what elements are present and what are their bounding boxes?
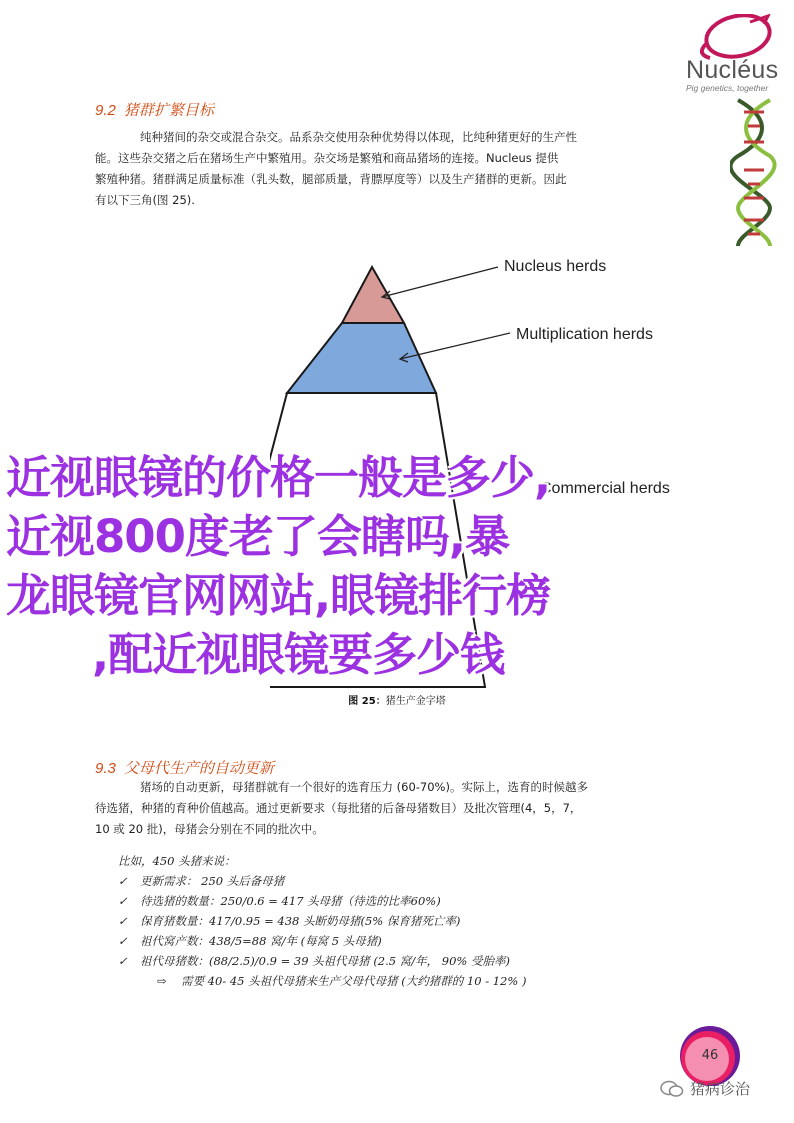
section-title: 父母代生产的自动更新 — [123, 760, 274, 777]
figure-caption — [0, 692, 794, 707]
overlay-line: ,配近视眼镜要多少钱 — [92, 628, 505, 681]
paragraph-line: 纯种猪间的杂交或混合杂交。品系杂交使用杂种优势得以体现，比纯种猪更好的生产性 — [140, 130, 577, 144]
overlay-line: 龙眼镜官网网站,眼镜排行榜 — [6, 569, 551, 622]
logo-name: Nucléus — [686, 56, 779, 84]
overlay-line: 近视眼镜的价格一般是多少, — [6, 451, 551, 504]
check-icon: ✓ — [118, 874, 128, 888]
page-number: 46 — [701, 1048, 719, 1063]
list-item-text: 保育猪数量：417/0.95 = 438 头断奶母猪(5% 保育猪死亡率) — [140, 914, 461, 928]
logo-tagline: Pig genetics, together — [686, 83, 769, 93]
pyramid-tier-multiplication — [287, 323, 436, 393]
label-commercial-herds: Commercial herds — [540, 480, 670, 497]
list-item-text: 祖代窝产数：438/5=88 窝/年 (每窝 5 头母猪) — [140, 934, 382, 948]
check-icon: ✓ — [118, 914, 128, 928]
label-multiplication-herds: Multiplication herds — [516, 326, 653, 343]
list-subitem — [157, 973, 526, 989]
paragraph-line: 能。这些杂交猪之后在猪场生产中繁殖用。杂交场是繁殖和商品猪场的连接。Nucleus 提供 — [95, 151, 559, 165]
list-item-text: 待选猪的数量：250/0.6 = 417 头母猪（待选的比率60%) — [140, 894, 441, 908]
list-item — [118, 953, 510, 969]
caption-text: 猪生产金字塔 — [385, 696, 446, 707]
watermark-text: 猪病诊治 — [690, 1080, 751, 1098]
list-item — [118, 893, 441, 909]
paragraph-line: 有以下三角(图 25). — [95, 193, 195, 207]
section-9-2-heading — [95, 99, 214, 120]
paragraph-line: 待选猪，种猪的育种价值越高。通过更新要求（每批猪的后备母猪数目）及批次管理(4，5，7， — [95, 801, 582, 815]
overlay-headline — [6, 448, 788, 684]
label-nucleus-herds: Nucleus herds — [504, 258, 607, 275]
pyramid-tier-nucleus — [342, 267, 404, 323]
overlay-line: 近视800度老了会瞎吗,暴 — [6, 510, 510, 563]
section-number: 9.3 — [95, 760, 116, 777]
arrow-right-icon: ⇨ — [157, 974, 167, 988]
paragraph-line: 繁殖种猪。猪群满足质量标准（乳头数，腿部质量，背膘厚度等）以及生产猪群的更新。因此 — [95, 172, 567, 186]
check-icon: ✓ — [118, 934, 128, 948]
paragraph-line: 10 或 20 批)，母猪会分别在不同的批次中。 — [95, 822, 324, 836]
section-9-3-paragraph — [95, 777, 701, 840]
section-9-3-heading — [95, 757, 274, 778]
list-item — [118, 873, 284, 889]
paragraph-line: 猪场的自动更新，母猪群就有一个很好的选育压力 (60-70%)。实际上，选育的时候越多 — [140, 780, 588, 794]
list-item — [118, 913, 460, 929]
example-intro: 比如，450 头猪来说： — [118, 854, 236, 868]
list-item-text: 更新需求： 250 头后备母猪 — [140, 874, 285, 888]
check-icon: ✓ — [118, 894, 128, 908]
list-subitem-text: 需要 40- 45 头祖代母猪来生产父母代母猪 (大约猪群的 10 - 12% ) — [181, 974, 527, 988]
list-item — [118, 933, 382, 949]
list-item-text: 祖代母猪数：(88/2.5)/0.9 = 39 头祖代母猪 (2.5 窝/年， 90% 受胎率) — [140, 954, 510, 968]
wechat-icon — [660, 1080, 684, 1098]
section-number: 9.2 — [95, 102, 116, 119]
section-title: 猪群扩繁目标 — [123, 102, 214, 119]
caption-prefix: 图 25： — [348, 696, 386, 707]
dna-helix-icon — [730, 98, 780, 248]
section-9-2-paragraph — [95, 127, 701, 211]
check-icon: ✓ — [118, 954, 128, 968]
